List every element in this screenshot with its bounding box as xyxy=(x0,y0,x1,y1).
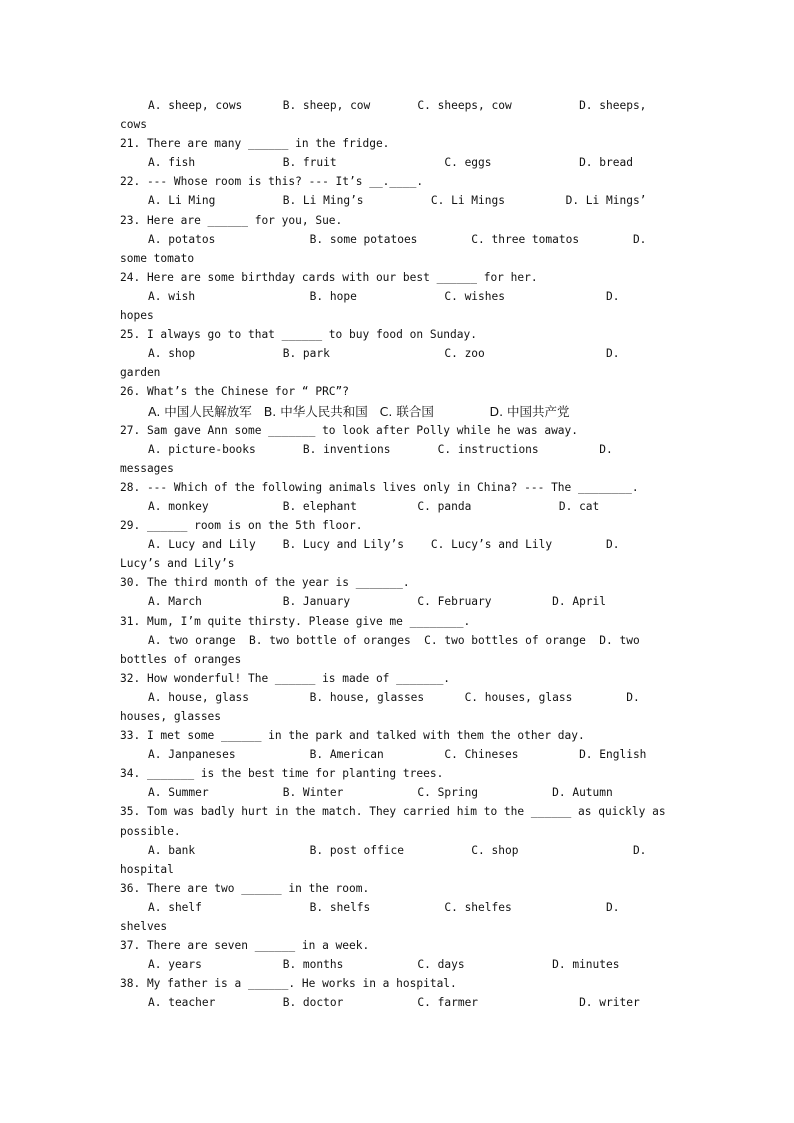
question-text: 24. Here are some birthday cards with our best ______ for her. xyxy=(120,270,538,284)
question-text: 37. There are seven ______ in a week. xyxy=(120,939,370,953)
question-text: 35. Tom was badly hurt in the match. They carried him to the ______ as quickly as xyxy=(120,805,666,819)
question-text: 34. _______ is the best time for planting trees. xyxy=(120,767,444,781)
question-text: 32. How wonderful! The ______ is made of _______. xyxy=(120,671,451,685)
wrapped-continuation: cows xyxy=(120,118,147,132)
answer-options: A. years B. months C. days D. minutes xyxy=(148,958,620,972)
wrapped-continuation: possible. xyxy=(120,824,181,838)
wrapped-continuation: bottles of oranges xyxy=(120,652,242,666)
answer-options: A. fish B. fruit C. eggs D. bread xyxy=(148,156,633,170)
question-text: 21. There are many ______ in the fridge. xyxy=(120,137,390,151)
answer-options: A. two orange B. two bottle of oranges C. two bottles of orange D. two xyxy=(148,633,640,647)
question-text: 26. What’s the Chinese for “ PRC”? xyxy=(120,385,350,399)
wrapped-continuation: shelves xyxy=(120,920,168,934)
answer-options: A. 中国人民解放军 B. 中华人民共和国 C. 联合国 D. 中国共产党 xyxy=(148,403,570,419)
question-text: 23. Here are ______ for you, Sue. xyxy=(120,213,343,227)
wrapped-continuation: garden xyxy=(120,366,161,380)
answer-options: A. shelf B. shelfs C. shelfes D. xyxy=(148,900,620,914)
answer-options: A. picture-books B. inventions C. instructions D. xyxy=(148,442,613,456)
question-text: 36. There are two ______ in the room. xyxy=(120,881,370,895)
answer-options: A. teacher B. doctor C. farmer D. writer xyxy=(148,996,640,1010)
answer-options: A. wish B. hope C. wishes D. xyxy=(148,289,620,303)
answer-options: A. Summer B. Winter C. Spring D. Autumn xyxy=(148,786,613,800)
wrapped-continuation: houses, glasses xyxy=(120,710,222,723)
answer-options: A. monkey B. elephant C. panda D. cat xyxy=(148,499,600,513)
question-text: 38. My father is a ______. He works in a hospital. xyxy=(120,977,457,991)
answer-options: A. sheep, cows B. sheep, cow C. sheeps, cow D. sheeps, xyxy=(148,99,647,112)
answer-options: A. March B. January C. February D. April xyxy=(148,595,607,609)
question-text: 28. --- Which of the following animals lives only in China? --- The ________. xyxy=(120,480,639,494)
question-text: 33. I met some ______ in the park and talked with them the other day. xyxy=(120,729,585,743)
answer-options: A. shop B. park C. zoo D. xyxy=(148,347,620,361)
exam-question-list xyxy=(120,96,680,1013)
answer-options: A. potatos B. some potatoes C. three tomatos D. xyxy=(148,232,647,246)
question-text: 31. Mum, I’m quite thirsty. Please give me ________. xyxy=(120,614,471,628)
question-text: 30. The third month of the year is _______. xyxy=(120,576,410,590)
wrapped-continuation: messages xyxy=(120,461,174,475)
wrapped-continuation: hospital xyxy=(120,862,174,876)
wrapped-continuation: some tomato xyxy=(120,251,195,265)
answer-options: A. Li Ming B. Li Ming’s C. Li Mings D. Li Mings’ xyxy=(148,194,647,208)
wrapped-continuation: hopes xyxy=(120,309,154,323)
wrapped-continuation: Lucy’s and Lily’s xyxy=(120,557,235,571)
question-text: 29. ______ room is on the 5th floor. xyxy=(120,519,363,533)
answer-options: A. Janpaneses B. American C. Chineses D. English xyxy=(148,748,647,762)
question-text: 25. I always go to that ______ to buy food on Sunday. xyxy=(120,328,477,342)
answer-options: A. bank B. post office C. shop D. xyxy=(148,843,647,857)
question-text: 27. Sam gave Ann some _______ to look after Polly while he was away. xyxy=(120,423,579,437)
question-text: 22. --- Whose room is this? --- It’s __.____. xyxy=(120,175,424,189)
answer-options: A. house, glass B. house, glasses C. houses, glass D. xyxy=(148,690,640,704)
answer-options: A. Lucy and Lily B. Lucy and Lily’s C. Lucy’s and Lily D. xyxy=(148,538,620,552)
